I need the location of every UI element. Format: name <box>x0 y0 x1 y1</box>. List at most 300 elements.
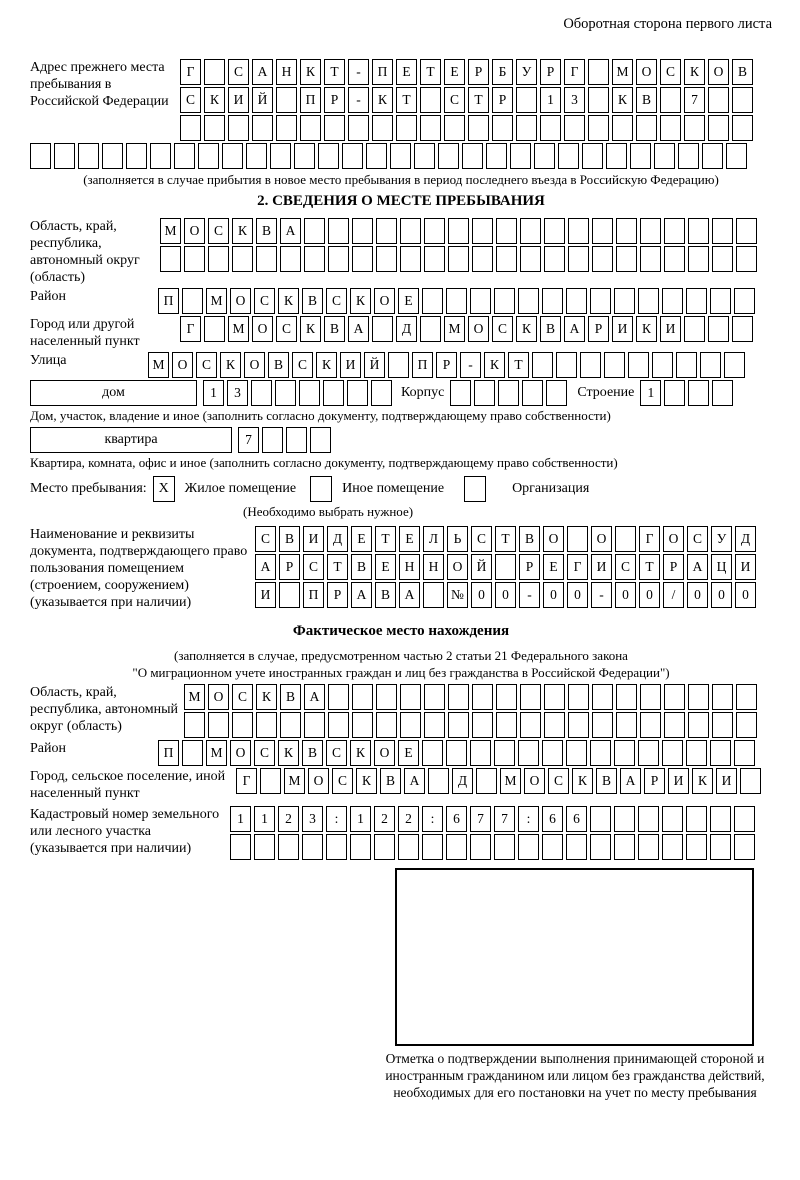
char-cell[interactable] <box>542 740 563 766</box>
char-cell[interactable]: К <box>516 316 537 342</box>
char-cell[interactable]: О <box>468 316 489 342</box>
char-cell[interactable]: В <box>280 684 301 710</box>
char-cell[interactable]: У <box>711 526 732 552</box>
char-cell[interactable]: Р <box>327 582 348 608</box>
char-cell[interactable] <box>614 740 635 766</box>
char-cell[interactable]: С <box>444 87 465 113</box>
char-cell[interactable]: В <box>636 87 657 113</box>
char-cell[interactable]: В <box>302 740 323 766</box>
char-cell[interactable]: О <box>172 352 193 378</box>
char-cell[interactable]: В <box>732 59 753 85</box>
char-cell[interactable] <box>182 740 203 766</box>
char-cell[interactable] <box>520 684 541 710</box>
char-cell[interactable] <box>251 380 272 406</box>
char-cell[interactable] <box>446 740 467 766</box>
char-cell[interactable] <box>474 380 495 406</box>
char-cell[interactable] <box>470 834 491 860</box>
char-cell[interactable]: Т <box>324 59 345 85</box>
char-cell[interactable]: А <box>687 554 708 580</box>
char-cell[interactable] <box>616 218 637 244</box>
char-cell[interactable] <box>352 218 373 244</box>
char-cell[interactable]: - <box>348 59 369 85</box>
char-cell[interactable] <box>614 806 635 832</box>
char-cell[interactable] <box>54 143 75 169</box>
char-cell[interactable]: Т <box>468 87 489 113</box>
char-cell[interactable] <box>732 115 753 141</box>
char-cell[interactable]: О <box>543 526 564 552</box>
char-cell[interactable] <box>588 115 609 141</box>
char-cell[interactable] <box>448 246 469 272</box>
char-cell[interactable]: В <box>540 316 561 342</box>
char-cell[interactable] <box>323 380 344 406</box>
char-cell[interactable] <box>732 87 753 113</box>
char-cell[interactable] <box>462 143 483 169</box>
char-cell[interactable]: 0 <box>615 582 636 608</box>
char-cell[interactable] <box>582 143 603 169</box>
char-cell[interactable] <box>702 143 723 169</box>
char-cell[interactable] <box>468 115 489 141</box>
char-cell[interactable]: К <box>300 316 321 342</box>
char-cell[interactable] <box>664 380 685 406</box>
char-cell[interactable] <box>256 246 277 272</box>
char-cell[interactable]: Й <box>364 352 385 378</box>
char-cell[interactable]: А <box>404 768 425 794</box>
char-cell[interactable] <box>510 143 531 169</box>
char-cell[interactable]: 0 <box>471 582 492 608</box>
char-cell[interactable]: И <box>255 582 276 608</box>
char-cell[interactable] <box>604 352 625 378</box>
char-cell[interactable] <box>276 115 297 141</box>
char-cell[interactable] <box>324 115 345 141</box>
char-cell[interactable]: 6 <box>446 806 467 832</box>
char-cell[interactable] <box>654 143 675 169</box>
char-cell[interactable]: М <box>500 768 521 794</box>
char-cell[interactable] <box>208 246 229 272</box>
char-cell[interactable] <box>740 768 761 794</box>
char-cell[interactable]: - <box>348 87 369 113</box>
char-cell[interactable] <box>472 246 493 272</box>
char-cell[interactable]: Д <box>327 526 348 552</box>
char-cell[interactable] <box>686 806 707 832</box>
char-cell[interactable]: Т <box>639 554 660 580</box>
char-cell[interactable]: О <box>636 59 657 85</box>
char-cell[interactable] <box>270 143 291 169</box>
char-cell[interactable] <box>376 684 397 710</box>
char-cell[interactable]: И <box>668 768 689 794</box>
char-cell[interactable]: М <box>228 316 249 342</box>
char-cell[interactable] <box>712 684 733 710</box>
char-cell[interactable]: П <box>303 582 324 608</box>
char-cell[interactable]: - <box>591 582 612 608</box>
char-cell[interactable] <box>400 712 421 738</box>
char-cell[interactable]: М <box>612 59 633 85</box>
char-cell[interactable] <box>520 218 541 244</box>
char-cell[interactable]: О <box>230 288 251 314</box>
char-cell[interactable] <box>180 115 201 141</box>
char-cell[interactable]: Е <box>543 554 564 580</box>
char-cell[interactable]: Е <box>398 740 419 766</box>
char-cell[interactable]: К <box>232 218 253 244</box>
char-cell[interactable] <box>662 834 683 860</box>
char-cell[interactable]: Т <box>495 526 516 552</box>
char-cell[interactable] <box>616 712 637 738</box>
char-cell[interactable] <box>422 288 443 314</box>
char-cell[interactable]: В <box>324 316 345 342</box>
char-cell[interactable] <box>636 115 657 141</box>
char-cell[interactable] <box>350 834 371 860</box>
char-cell[interactable]: К <box>692 768 713 794</box>
char-cell[interactable]: М <box>184 684 205 710</box>
char-cell[interactable] <box>348 115 369 141</box>
char-cell[interactable]: И <box>716 768 737 794</box>
char-cell[interactable] <box>438 143 459 169</box>
char-cell[interactable] <box>279 582 300 608</box>
char-cell[interactable] <box>450 380 471 406</box>
char-cell[interactable]: У <box>516 59 537 85</box>
char-cell[interactable] <box>676 352 697 378</box>
char-cell[interactable]: С <box>326 740 347 766</box>
char-cell[interactable] <box>446 834 467 860</box>
char-cell[interactable]: Р <box>436 352 457 378</box>
char-cell[interactable]: Т <box>508 352 529 378</box>
char-cell[interactable] <box>352 684 373 710</box>
char-cell[interactable]: Г <box>180 316 201 342</box>
char-cell[interactable]: А <box>620 768 641 794</box>
char-cell[interactable]: И <box>660 316 681 342</box>
char-cell[interactable] <box>423 582 444 608</box>
char-cell[interactable]: 1 <box>230 806 251 832</box>
char-cell[interactable] <box>496 712 517 738</box>
char-cell[interactable] <box>724 352 745 378</box>
char-cell[interactable] <box>252 115 273 141</box>
char-cell[interactable] <box>712 380 733 406</box>
char-cell[interactable] <box>640 684 661 710</box>
char-cell[interactable] <box>678 143 699 169</box>
char-cell[interactable]: С <box>303 554 324 580</box>
char-cell[interactable]: И <box>228 87 249 113</box>
char-cell[interactable] <box>304 218 325 244</box>
char-cell[interactable] <box>428 768 449 794</box>
char-cell[interactable] <box>328 246 349 272</box>
char-cell[interactable] <box>640 712 661 738</box>
char-cell[interactable] <box>544 712 565 738</box>
char-cell[interactable]: С <box>276 316 297 342</box>
char-cell[interactable] <box>688 712 709 738</box>
char-cell[interactable]: О <box>708 59 729 85</box>
char-cell[interactable] <box>566 834 587 860</box>
char-cell[interactable] <box>606 143 627 169</box>
char-cell[interactable] <box>688 218 709 244</box>
char-cell[interactable]: С <box>232 684 253 710</box>
char-cell[interactable]: 6 <box>566 806 587 832</box>
char-cell[interactable] <box>398 834 419 860</box>
char-cell[interactable]: Й <box>471 554 492 580</box>
char-cell[interactable] <box>516 87 537 113</box>
char-cell[interactable]: А <box>564 316 585 342</box>
char-cell[interactable] <box>294 143 315 169</box>
char-cell[interactable]: И <box>591 554 612 580</box>
char-cell[interactable] <box>564 115 585 141</box>
char-cell[interactable]: Д <box>735 526 756 552</box>
stay-type-checkbox-other-premises[interactable] <box>310 476 332 502</box>
char-cell[interactable] <box>520 246 541 272</box>
char-cell[interactable] <box>494 834 515 860</box>
char-cell[interactable] <box>352 246 373 272</box>
char-cell[interactable] <box>376 712 397 738</box>
char-cell[interactable] <box>712 712 733 738</box>
char-cell[interactable] <box>518 288 539 314</box>
char-cell[interactable]: С <box>180 87 201 113</box>
char-cell[interactable]: М <box>444 316 465 342</box>
char-cell[interactable]: 2 <box>398 806 419 832</box>
char-cell[interactable] <box>588 59 609 85</box>
char-cell[interactable]: 3 <box>227 380 248 406</box>
char-cell[interactable]: К <box>684 59 705 85</box>
char-cell[interactable]: Е <box>444 59 465 85</box>
char-cell[interactable]: М <box>148 352 169 378</box>
char-cell[interactable]: 0 <box>567 582 588 608</box>
char-cell[interactable] <box>590 806 611 832</box>
char-cell[interactable] <box>352 712 373 738</box>
stay-type-checkbox-organization[interactable] <box>464 476 486 502</box>
char-cell[interactable] <box>532 352 553 378</box>
char-cell[interactable] <box>614 834 635 860</box>
char-cell[interactable]: К <box>612 87 633 113</box>
char-cell[interactable]: С <box>687 526 708 552</box>
char-cell[interactable] <box>184 712 205 738</box>
char-cell[interactable] <box>260 768 281 794</box>
char-cell[interactable]: О <box>447 554 468 580</box>
char-cell[interactable]: А <box>280 218 301 244</box>
char-cell[interactable] <box>470 740 491 766</box>
char-cell[interactable] <box>310 427 331 453</box>
char-cell[interactable] <box>126 143 147 169</box>
char-cell[interactable] <box>592 712 613 738</box>
char-cell[interactable] <box>390 143 411 169</box>
char-cell[interactable]: И <box>735 554 756 580</box>
char-cell[interactable]: Р <box>588 316 609 342</box>
char-cell[interactable] <box>472 218 493 244</box>
char-cell[interactable]: К <box>256 684 277 710</box>
char-cell[interactable] <box>684 115 705 141</box>
char-cell[interactable]: Л <box>423 526 444 552</box>
char-cell[interactable]: К <box>350 288 371 314</box>
char-cell[interactable] <box>734 806 755 832</box>
char-cell[interactable]: 7 <box>238 427 259 453</box>
char-cell[interactable] <box>638 834 659 860</box>
char-cell[interactable] <box>630 143 651 169</box>
char-cell[interactable] <box>198 143 219 169</box>
char-cell[interactable] <box>400 246 421 272</box>
char-cell[interactable] <box>712 246 733 272</box>
char-cell[interactable]: О <box>184 218 205 244</box>
char-cell[interactable]: Р <box>644 768 665 794</box>
char-cell[interactable]: 0 <box>711 582 732 608</box>
char-cell[interactable] <box>347 380 368 406</box>
char-cell[interactable]: Г <box>639 526 660 552</box>
char-cell[interactable] <box>342 143 363 169</box>
char-cell[interactable]: 6 <box>542 806 563 832</box>
char-cell[interactable] <box>422 834 443 860</box>
char-cell[interactable] <box>182 288 203 314</box>
char-cell[interactable]: А <box>304 684 325 710</box>
char-cell[interactable]: 1 <box>254 806 275 832</box>
char-cell[interactable] <box>328 218 349 244</box>
char-cell[interactable]: 1 <box>203 380 224 406</box>
char-cell[interactable] <box>588 87 609 113</box>
char-cell[interactable]: Т <box>420 59 441 85</box>
char-cell[interactable]: Н <box>423 554 444 580</box>
char-cell[interactable]: С <box>471 526 492 552</box>
char-cell[interactable] <box>558 143 579 169</box>
char-cell[interactable] <box>376 246 397 272</box>
char-cell[interactable]: Р <box>468 59 489 85</box>
char-cell[interactable]: Г <box>236 768 257 794</box>
char-cell[interactable] <box>420 87 441 113</box>
char-cell[interactable]: С <box>196 352 217 378</box>
char-cell[interactable] <box>328 684 349 710</box>
char-cell[interactable] <box>280 246 301 272</box>
char-cell[interactable]: Р <box>663 554 684 580</box>
char-cell[interactable] <box>708 115 729 141</box>
char-cell[interactable]: К <box>278 288 299 314</box>
char-cell[interactable] <box>592 246 613 272</box>
char-cell[interactable] <box>208 712 229 738</box>
char-cell[interactable]: Р <box>279 554 300 580</box>
char-cell[interactable]: - <box>519 582 540 608</box>
char-cell[interactable]: Е <box>396 59 417 85</box>
char-cell[interactable] <box>710 740 731 766</box>
char-cell[interactable]: С <box>548 768 569 794</box>
char-cell[interactable]: В <box>351 554 372 580</box>
char-cell[interactable] <box>174 143 195 169</box>
char-cell[interactable]: А <box>255 554 276 580</box>
char-cell[interactable]: Н <box>399 554 420 580</box>
char-cell[interactable]: К <box>300 59 321 85</box>
char-cell[interactable] <box>684 316 705 342</box>
char-cell[interactable]: В <box>256 218 277 244</box>
char-cell[interactable]: О <box>208 684 229 710</box>
char-cell[interactable]: В <box>519 526 540 552</box>
char-cell[interactable] <box>302 834 323 860</box>
char-cell[interactable] <box>544 218 565 244</box>
char-cell[interactable]: Г <box>564 59 585 85</box>
stay-type-checkbox-residential[interactable]: X <box>153 476 175 502</box>
char-cell[interactable]: А <box>348 316 369 342</box>
char-cell[interactable]: К <box>316 352 337 378</box>
char-cell[interactable] <box>232 712 253 738</box>
char-cell[interactable] <box>542 288 563 314</box>
char-cell[interactable] <box>366 143 387 169</box>
char-cell[interactable]: К <box>636 316 657 342</box>
char-cell[interactable]: Н <box>276 59 297 85</box>
char-cell[interactable] <box>372 115 393 141</box>
char-cell[interactable]: : <box>422 806 443 832</box>
char-cell[interactable] <box>326 834 347 860</box>
char-cell[interactable] <box>567 526 588 552</box>
char-cell[interactable] <box>400 218 421 244</box>
char-cell[interactable] <box>568 218 589 244</box>
char-cell[interactable] <box>566 740 587 766</box>
char-cell[interactable]: С <box>292 352 313 378</box>
char-cell[interactable] <box>726 143 747 169</box>
char-cell[interactable] <box>522 380 543 406</box>
char-cell[interactable] <box>228 115 249 141</box>
char-cell[interactable] <box>388 352 409 378</box>
char-cell[interactable]: 1 <box>540 87 561 113</box>
char-cell[interactable]: С <box>660 59 681 85</box>
char-cell[interactable]: М <box>160 218 181 244</box>
char-cell[interactable]: О <box>308 768 329 794</box>
char-cell[interactable] <box>734 834 755 860</box>
char-cell[interactable] <box>420 316 441 342</box>
char-cell[interactable] <box>688 684 709 710</box>
char-cell[interactable] <box>254 834 275 860</box>
char-cell[interactable] <box>424 218 445 244</box>
char-cell[interactable] <box>592 218 613 244</box>
char-cell[interactable]: 7 <box>494 806 515 832</box>
char-cell[interactable]: О <box>252 316 273 342</box>
char-cell[interactable] <box>686 288 707 314</box>
char-cell[interactable] <box>304 246 325 272</box>
char-cell[interactable] <box>420 115 441 141</box>
char-cell[interactable] <box>204 115 225 141</box>
char-cell[interactable] <box>540 115 561 141</box>
char-cell[interactable]: П <box>372 59 393 85</box>
char-cell[interactable] <box>734 288 755 314</box>
char-cell[interactable] <box>371 380 392 406</box>
char-cell[interactable]: 3 <box>564 87 585 113</box>
char-cell[interactable]: С <box>615 554 636 580</box>
char-cell[interactable]: Ь <box>447 526 468 552</box>
char-cell[interactable] <box>736 712 757 738</box>
char-cell[interactable]: П <box>412 352 433 378</box>
char-cell[interactable] <box>304 712 325 738</box>
char-cell[interactable] <box>710 806 731 832</box>
char-cell[interactable] <box>544 246 565 272</box>
char-cell[interactable] <box>710 288 731 314</box>
char-cell[interactable] <box>286 427 307 453</box>
char-cell[interactable]: С <box>492 316 513 342</box>
char-cell[interactable] <box>300 115 321 141</box>
char-cell[interactable] <box>232 246 253 272</box>
char-cell[interactable] <box>686 740 707 766</box>
char-cell[interactable]: К <box>278 740 299 766</box>
char-cell[interactable] <box>204 59 225 85</box>
char-cell[interactable]: В <box>279 526 300 552</box>
char-cell[interactable] <box>448 218 469 244</box>
char-cell[interactable] <box>640 246 661 272</box>
char-cell[interactable]: О <box>374 740 395 766</box>
char-cell[interactable] <box>222 143 243 169</box>
char-cell[interactable]: П <box>158 740 179 766</box>
char-cell[interactable]: О <box>524 768 545 794</box>
char-cell[interactable] <box>102 143 123 169</box>
char-cell[interactable] <box>472 684 493 710</box>
char-cell[interactable] <box>492 115 513 141</box>
char-cell[interactable]: Т <box>327 554 348 580</box>
char-cell[interactable]: 2 <box>374 806 395 832</box>
char-cell[interactable]: 7 <box>470 806 491 832</box>
char-cell[interactable]: 1 <box>350 806 371 832</box>
char-cell[interactable] <box>278 834 299 860</box>
char-cell[interactable] <box>734 740 755 766</box>
char-cell[interactable]: М <box>206 740 227 766</box>
char-cell[interactable] <box>612 115 633 141</box>
char-cell[interactable] <box>476 768 497 794</box>
char-cell[interactable] <box>328 712 349 738</box>
char-cell[interactable] <box>664 246 685 272</box>
